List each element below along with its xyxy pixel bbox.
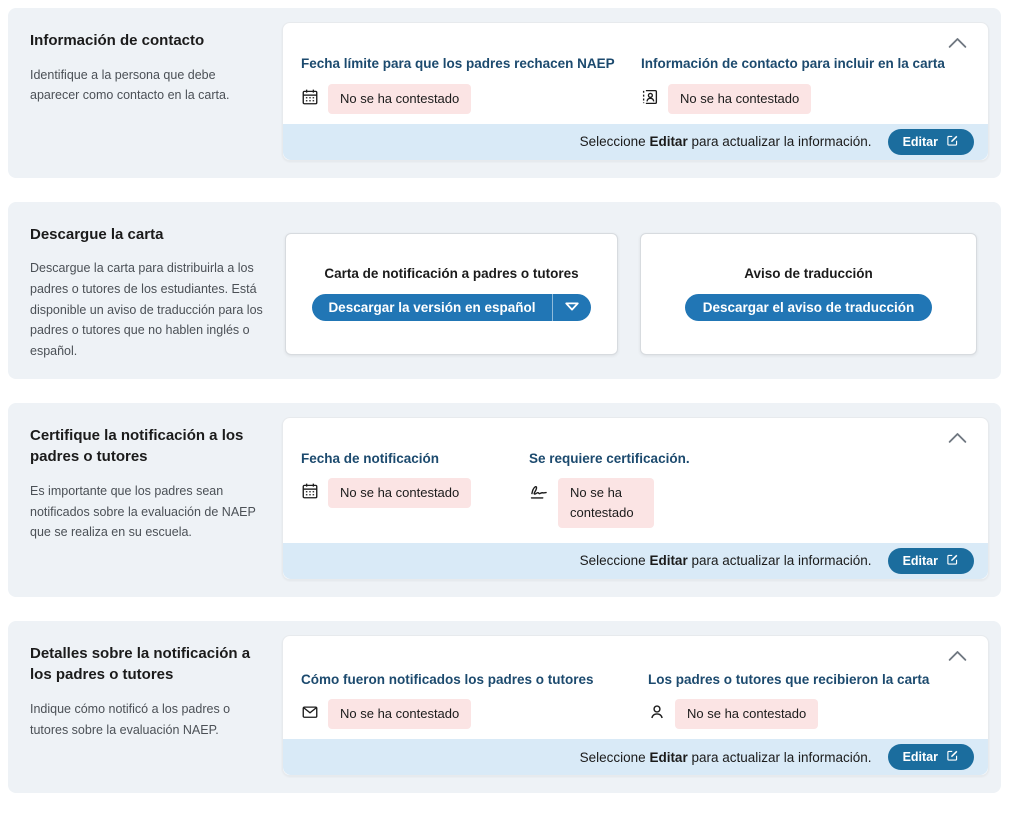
section-description: Indique cómo notificó a los padres o tutores sobre la evaluación NAEP. bbox=[30, 702, 231, 737]
caret-down-icon bbox=[564, 300, 580, 315]
section-intro bbox=[30, 22, 272, 106]
section-title: Detalles sobre la notificación a los padres o tutores bbox=[30, 644, 251, 684]
field-label: Fecha de notificación bbox=[301, 450, 440, 466]
status-badge: No se ha contestado bbox=[328, 478, 471, 508]
notification-letter-card bbox=[285, 233, 618, 355]
field-contact-in-letter bbox=[641, 55, 945, 114]
section-description: Identifique a la persona que debe aparecer como contacto en la carta. bbox=[30, 67, 230, 103]
edit-hint: Seleccione Editar para actualizar la información. bbox=[579, 134, 872, 150]
chevron-up-icon bbox=[947, 650, 968, 665]
section-title: Certifique la notificación a los padres o tutores bbox=[30, 426, 244, 466]
section-download-letter bbox=[8, 202, 1001, 379]
section-notification-details bbox=[8, 621, 1001, 794]
field-label: Se requiere certificación. bbox=[529, 450, 690, 466]
fields-row bbox=[283, 23, 988, 124]
section-intro bbox=[30, 635, 272, 741]
field-value bbox=[301, 84, 641, 114]
status-badge: No se ha contestado bbox=[675, 699, 818, 729]
edit-icon bbox=[946, 134, 959, 150]
field-label: Información de contacto para incluir en la carta bbox=[641, 56, 945, 71]
translation-notice-card bbox=[640, 233, 977, 355]
edit-button[interactable]: Editar bbox=[888, 129, 974, 155]
section-intro bbox=[30, 216, 272, 362]
field-deadline bbox=[301, 55, 641, 114]
field-certification-required bbox=[529, 450, 690, 533]
download-card-title: Aviso de traducción bbox=[744, 266, 873, 282]
download-spanish-split-button bbox=[312, 294, 590, 321]
card-footer bbox=[283, 739, 988, 775]
collapse-button[interactable] bbox=[943, 645, 972, 666]
download-spanish-button[interactable]: Descargar la versión en español bbox=[312, 294, 551, 321]
collapse-button[interactable] bbox=[943, 427, 972, 448]
section-description: Es importante que los padres sean notificados sobre la evaluación de NAEP que se realiza en su escuela. bbox=[30, 484, 256, 540]
download-translation-button[interactable]: Descargar el aviso de traducción bbox=[685, 294, 933, 321]
field-value bbox=[648, 699, 929, 729]
status-badge: No se ha contestado bbox=[328, 84, 471, 114]
collapse-button[interactable] bbox=[943, 32, 972, 53]
field-notification-date bbox=[301, 450, 529, 533]
card-footer bbox=[283, 124, 988, 160]
section-title: Descargue la carta bbox=[30, 225, 164, 243]
edit-hint: Seleccione Editar para actualizar la información. bbox=[579, 749, 872, 765]
field-value bbox=[301, 699, 648, 729]
fields-row bbox=[283, 636, 988, 740]
field-value bbox=[301, 478, 529, 508]
section-title: Información de contacto bbox=[30, 32, 205, 49]
calendar-icon bbox=[301, 88, 319, 106]
contact-info-card bbox=[282, 22, 989, 161]
edit-icon bbox=[946, 749, 959, 765]
section-certify-notification bbox=[8, 403, 1001, 597]
section-intro bbox=[30, 417, 272, 543]
field-value bbox=[529, 478, 690, 528]
field-label: Cómo fueron notificados los padres o tutores bbox=[301, 671, 594, 687]
edit-icon bbox=[946, 553, 959, 569]
field-value bbox=[641, 84, 945, 114]
field-how-notified bbox=[301, 671, 648, 730]
download-options-toggle[interactable] bbox=[552, 294, 591, 321]
status-badge: No se ha contestado bbox=[558, 478, 654, 528]
chevron-up-icon bbox=[947, 37, 968, 52]
fields-row bbox=[283, 418, 988, 543]
card-footer bbox=[283, 543, 988, 579]
section-contact-info bbox=[8, 8, 1001, 178]
field-label: Los padres o tutores que recibieron la carta bbox=[648, 671, 930, 687]
person-icon bbox=[648, 703, 666, 721]
details-card bbox=[282, 635, 989, 777]
download-cards bbox=[285, 233, 989, 355]
edit-button[interactable]: Editar bbox=[888, 548, 974, 574]
download-card-title: Carta de notificación a padres o tutores bbox=[324, 266, 579, 282]
status-badge: No se ha contestado bbox=[668, 84, 811, 114]
edit-hint: Seleccione Editar para actualizar la información. bbox=[579, 553, 872, 569]
signature-icon bbox=[529, 482, 549, 501]
certify-card bbox=[282, 417, 989, 580]
status-badge: No se ha contestado bbox=[328, 699, 471, 729]
field-who-received bbox=[648, 671, 929, 730]
contact-card-icon bbox=[641, 88, 659, 106]
section-description: Descargue la carta para distribuirla a los padres o tutores de los estudiantes. Está disponible un aviso de traducción para los padres o tutores que no hablen inglés o español. bbox=[30, 261, 263, 358]
chevron-up-icon bbox=[947, 432, 968, 447]
calendar-icon bbox=[301, 482, 319, 500]
envelope-icon bbox=[301, 703, 319, 721]
edit-button[interactable]: Editar bbox=[888, 744, 974, 770]
field-label: Fecha límite para que los padres rechacen NAEP bbox=[301, 56, 615, 71]
